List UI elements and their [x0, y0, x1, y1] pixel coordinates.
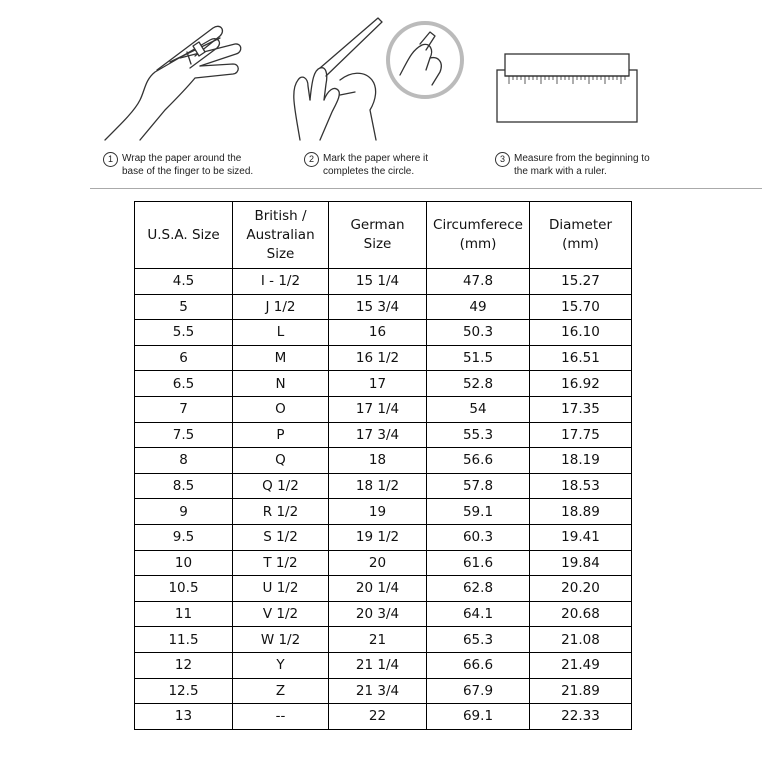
- table-cell: 19.84: [530, 550, 632, 576]
- table-row: [135, 550, 632, 576]
- header-line: Size: [363, 236, 392, 252]
- table-cell: Z: [233, 678, 329, 704]
- table-cell: T 1/2: [233, 550, 329, 576]
- table-cell: 51.5: [427, 345, 530, 371]
- table-cell: 16 1/2: [329, 345, 427, 371]
- table-cell: L: [233, 320, 329, 346]
- table-cell: I - 1/2: [233, 269, 329, 295]
- table-cell: 64.1: [427, 601, 530, 627]
- table-row: [135, 627, 632, 653]
- table-cell: --: [233, 704, 329, 730]
- table-cell: 17.35: [530, 396, 632, 422]
- table-cell: 66.6: [427, 652, 530, 678]
- table-row: [135, 448, 632, 474]
- table-row: [135, 320, 632, 346]
- table-row: [135, 473, 632, 499]
- hand-wrap-icon: [95, 0, 275, 150]
- table-cell: N: [233, 371, 329, 397]
- table-cell: 21.89: [530, 678, 632, 704]
- table-cell: 21.08: [530, 627, 632, 653]
- table-header-row: [135, 202, 632, 269]
- table-cell: Y: [233, 652, 329, 678]
- table-cell: 15 1/4: [329, 269, 427, 295]
- header-line: Size: [266, 245, 295, 262]
- table-cell: 5.5: [135, 320, 233, 346]
- instructions-panel: [0, 0, 768, 190]
- table-row: [135, 371, 632, 397]
- table-cell: 8.5: [135, 473, 233, 499]
- table-row: [135, 524, 632, 550]
- table-row: [135, 422, 632, 448]
- table-row: [135, 345, 632, 371]
- table-row: [135, 294, 632, 320]
- header-line: Diameter: [548, 217, 613, 233]
- table-cell: 20.68: [530, 601, 632, 627]
- header-german-size: [329, 202, 427, 269]
- header-line: U.S.A. Size: [147, 226, 220, 243]
- table-cell: 6.5: [135, 371, 233, 397]
- header-line: Circumferece: [433, 217, 523, 233]
- step-1-caption: [103, 152, 253, 178]
- table-cell: 21.49: [530, 652, 632, 678]
- table-cell: 62.8: [427, 576, 530, 602]
- step-text-line: Wrap the paper around the: [122, 153, 242, 164]
- step-number: 2: [304, 152, 319, 167]
- table-cell: 21 3/4: [329, 678, 427, 704]
- table-cell: 20.20: [530, 576, 632, 602]
- table-cell: 16.51: [530, 345, 632, 371]
- table-cell: 21 1/4: [329, 652, 427, 678]
- table-cell: 18: [329, 448, 427, 474]
- table-cell: O: [233, 396, 329, 422]
- pen-mark-icon: [280, 0, 480, 150]
- table-row: [135, 601, 632, 627]
- table-cell: V 1/2: [233, 601, 329, 627]
- header-line: (mm): [459, 236, 497, 252]
- header-usa-size: [135, 202, 233, 269]
- table-cell: 47.8: [427, 269, 530, 295]
- table-cell: 19 1/2: [329, 524, 427, 550]
- table-cell: 21: [329, 627, 427, 653]
- table-cell: 67.9: [427, 678, 530, 704]
- table-cell: R 1/2: [233, 499, 329, 525]
- step-text-line: the mark with a ruler.: [514, 166, 607, 177]
- table-cell: 18 1/2: [329, 473, 427, 499]
- table-cell: 18.19: [530, 448, 632, 474]
- table-cell: 49: [427, 294, 530, 320]
- table-cell: 50.3: [427, 320, 530, 346]
- table-cell: 52.8: [427, 371, 530, 397]
- step-2-caption: [304, 152, 428, 178]
- table-cell: 12.5: [135, 678, 233, 704]
- table-cell: 13: [135, 704, 233, 730]
- header-diameter: [530, 202, 632, 269]
- table-cell: 17 3/4: [329, 422, 427, 448]
- table-cell: Q 1/2: [233, 473, 329, 499]
- table-row: [135, 652, 632, 678]
- table-cell: M: [233, 345, 329, 371]
- header-line: (mm): [562, 236, 599, 252]
- table-row: [135, 269, 632, 295]
- table-cell: 17.75: [530, 422, 632, 448]
- table-cell: 59.1: [427, 499, 530, 525]
- table-cell: 65.3: [427, 627, 530, 653]
- table-cell: U 1/2: [233, 576, 329, 602]
- step-text-line: completes the circle.: [323, 166, 415, 177]
- table-cell: W 1/2: [233, 627, 329, 653]
- table-cell: 18.89: [530, 499, 632, 525]
- header-line: Australian: [246, 226, 315, 243]
- table-cell: 16.92: [530, 371, 632, 397]
- table-cell: 17 1/4: [329, 396, 427, 422]
- step-number: 3: [495, 152, 510, 167]
- table-cell: 8: [135, 448, 233, 474]
- table-row: [135, 704, 632, 730]
- header-circumference: [427, 202, 530, 269]
- table-cell: 15 3/4: [329, 294, 427, 320]
- table-cell: 6: [135, 345, 233, 371]
- table-cell: P: [233, 422, 329, 448]
- header-line: British /: [254, 207, 307, 224]
- table-cell: 7: [135, 396, 233, 422]
- table-cell: 10.5: [135, 576, 233, 602]
- table-cell: 57.8: [427, 473, 530, 499]
- table-cell: 12: [135, 652, 233, 678]
- step-text-line: Measure from the beginning to: [514, 153, 650, 164]
- table-cell: Q: [233, 448, 329, 474]
- table-body: [135, 269, 632, 730]
- step-3-caption: [495, 152, 650, 178]
- table-cell: S 1/2: [233, 524, 329, 550]
- table-cell: 61.6: [427, 550, 530, 576]
- ruler-icon: [495, 0, 645, 130]
- table-cell: 20: [329, 550, 427, 576]
- table-cell: 10: [135, 550, 233, 576]
- step-text-line: base of the finger to be sized.: [122, 166, 254, 177]
- section-divider: [90, 188, 762, 189]
- table-cell: 15.27: [530, 269, 632, 295]
- table-cell: 19: [329, 499, 427, 525]
- table-cell: 11: [135, 601, 233, 627]
- table-cell: 56.6: [427, 448, 530, 474]
- table-cell: 22.33: [530, 704, 632, 730]
- table-cell: 54: [427, 396, 530, 422]
- table-cell: 22: [329, 704, 427, 730]
- table-cell: 20 3/4: [329, 601, 427, 627]
- table-cell: 19.41: [530, 524, 632, 550]
- table-row: [135, 396, 632, 422]
- table-cell: 9: [135, 499, 233, 525]
- table-row: [135, 678, 632, 704]
- table-cell: 69.1: [427, 704, 530, 730]
- step-text-line: Mark the paper where it: [323, 153, 429, 164]
- table-cell: 7.5: [135, 422, 233, 448]
- table-cell: 16: [329, 320, 427, 346]
- table-cell: 20 1/4: [329, 576, 427, 602]
- table-row: [135, 499, 632, 525]
- table-cell: 18.53: [530, 473, 632, 499]
- table-cell: 16.10: [530, 320, 632, 346]
- header-line: German: [350, 217, 405, 233]
- table-cell: 9.5: [135, 524, 233, 550]
- table-row: [135, 576, 632, 602]
- table-cell: 60.3: [427, 524, 530, 550]
- ring-size-table: [134, 201, 632, 730]
- table-cell: 15.70: [530, 294, 632, 320]
- header-british-size: [233, 202, 329, 269]
- table-cell: J 1/2: [233, 294, 329, 320]
- table-cell: 4.5: [135, 269, 233, 295]
- table-cell: 11.5: [135, 627, 233, 653]
- step-number: 1: [103, 152, 118, 167]
- table-cell: 17: [329, 371, 427, 397]
- table-cell: 55.3: [427, 422, 530, 448]
- table-cell: 5: [135, 294, 233, 320]
